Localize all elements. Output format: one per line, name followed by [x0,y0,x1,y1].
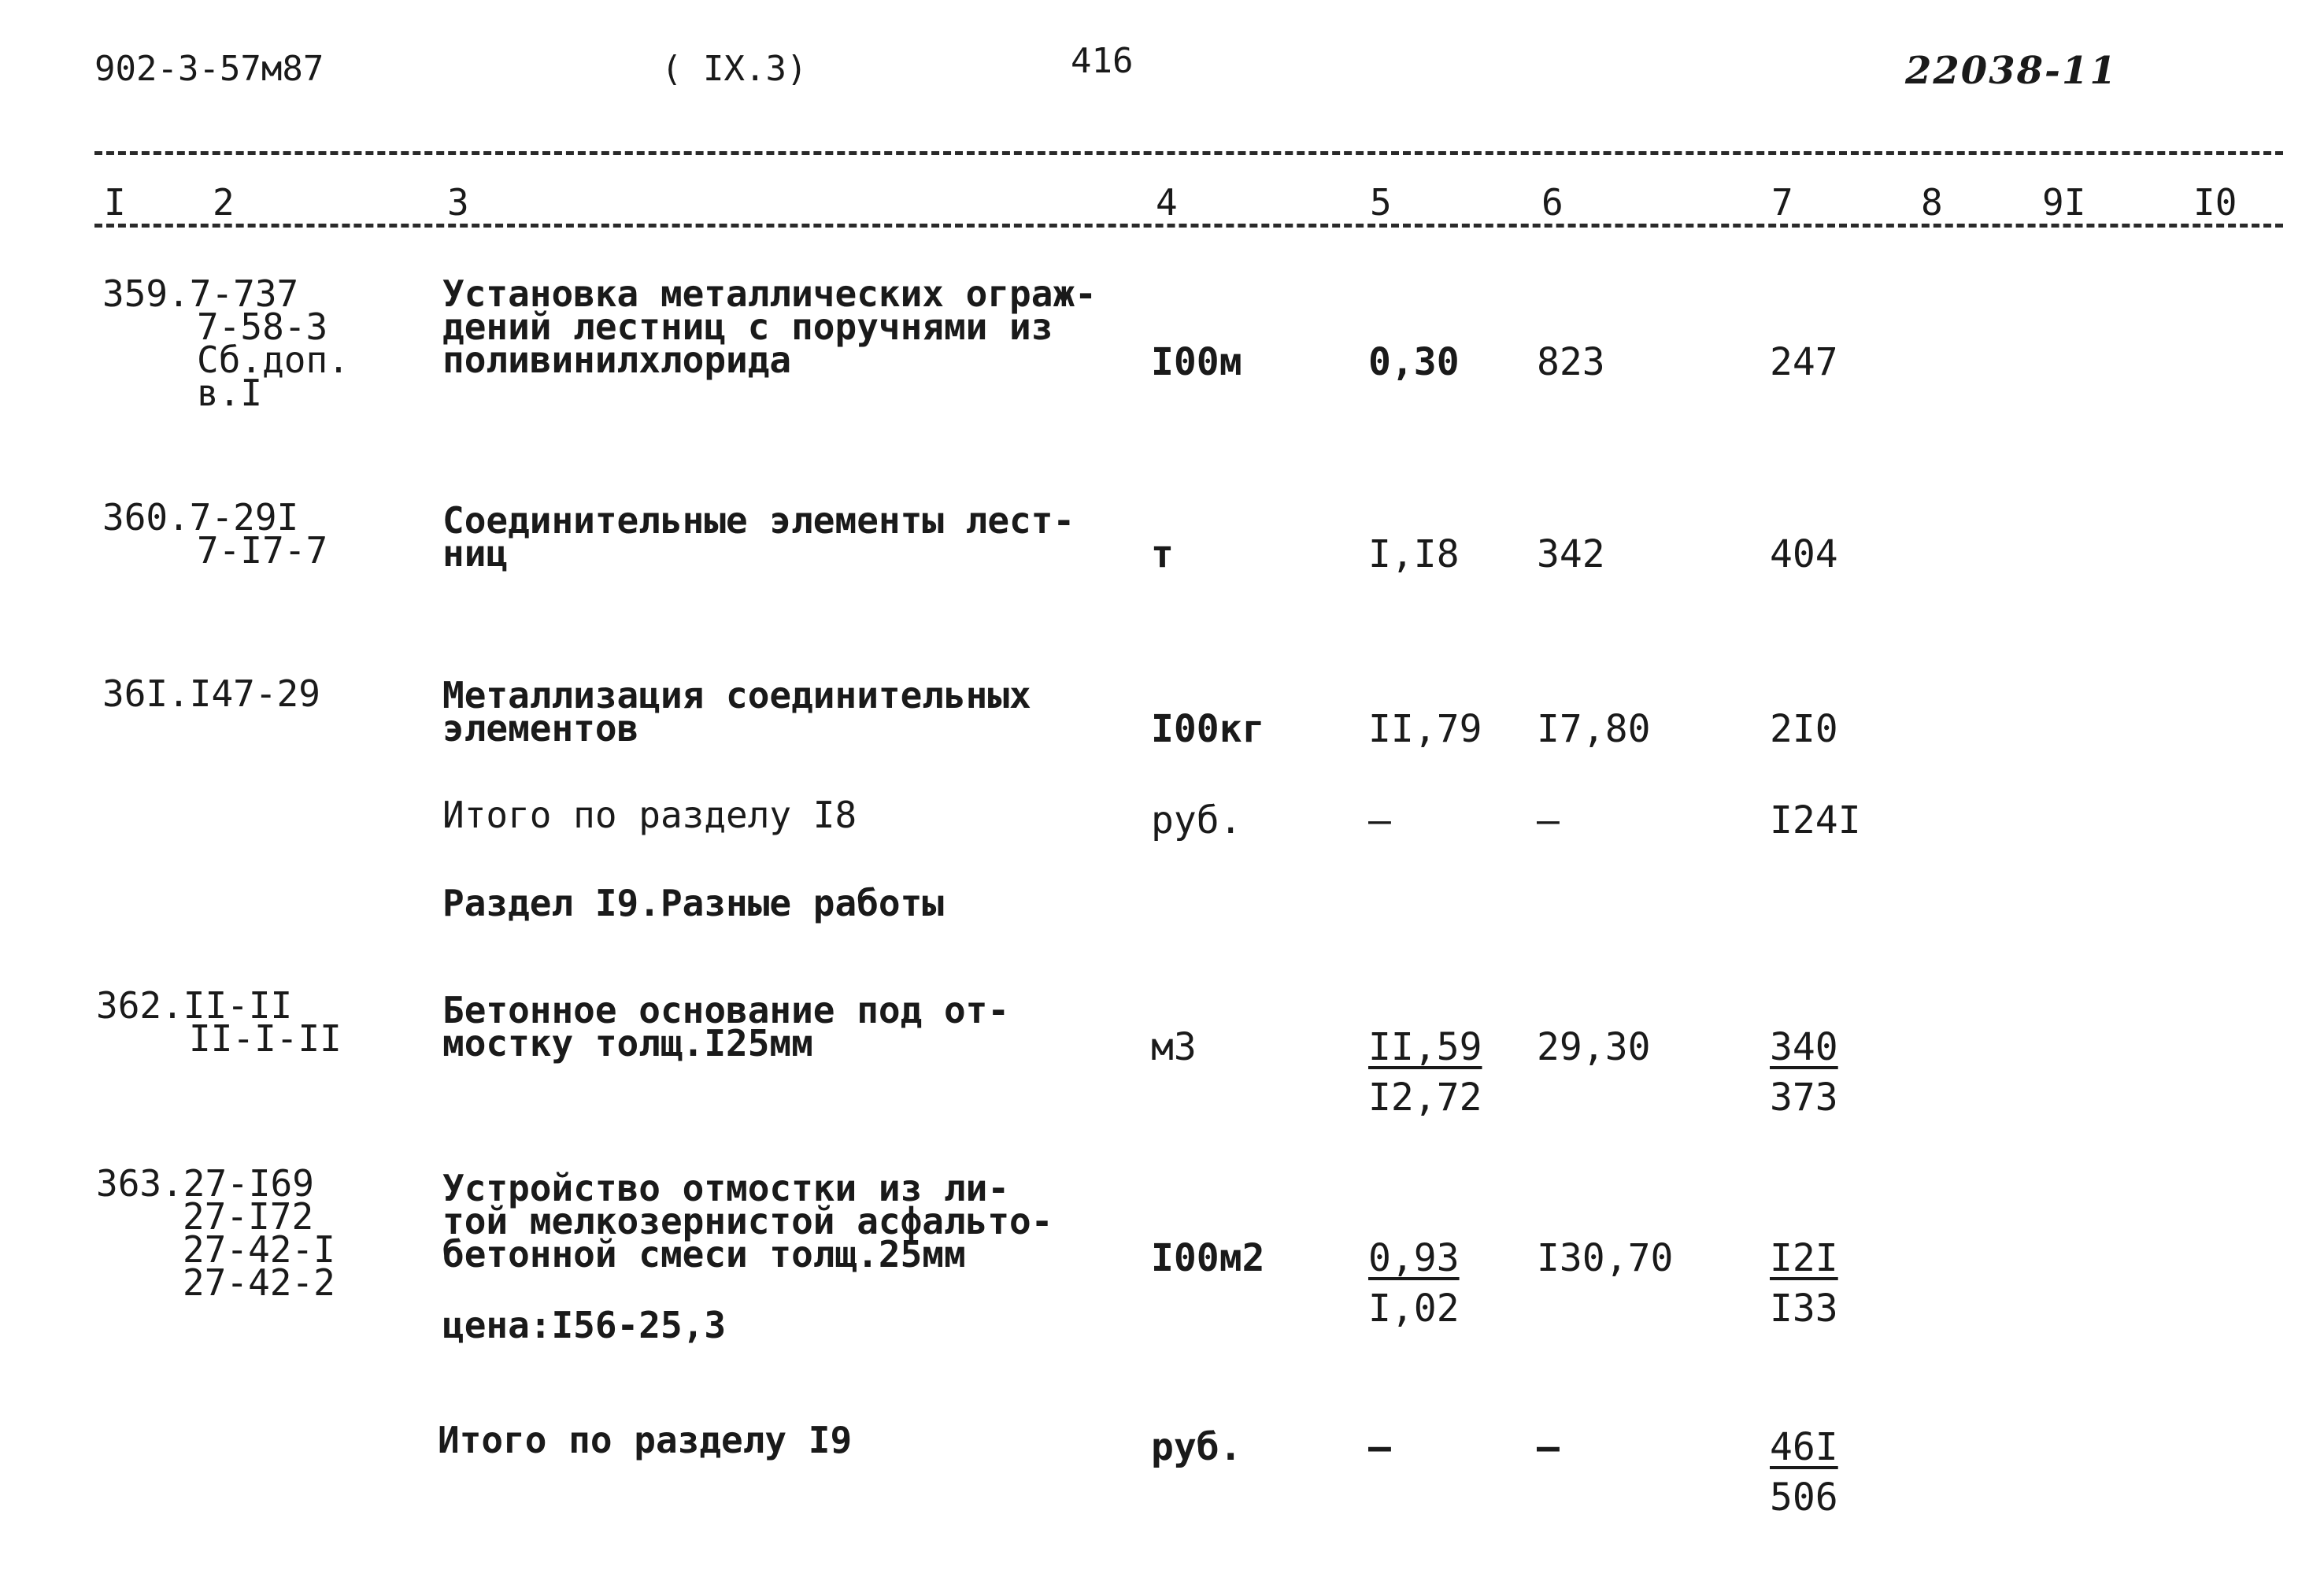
norm-code: Сб.доп. [197,339,350,381]
unit-of-measure: I00м [1151,340,1242,384]
norm-code: 27-I72 [183,1195,314,1238]
column-header-4: 4 [1156,181,1178,224]
unit-of-measure: т [1151,532,1174,576]
column-header-9: 9I [2042,181,2086,224]
total-cost: I24I [1770,798,1861,842]
row-number-code: 359.7-737 [102,272,299,315]
header-rule-bottom [94,224,2283,228]
header-rule-top [94,151,2283,155]
unit-price: 823 [1537,340,1605,384]
quantity: – [1368,1425,1391,1469]
column-header-1: I [104,181,126,224]
row-number-code: 362.II-II [96,984,293,1027]
section-reference: ( IX.3) [661,49,808,89]
total-cost: I2I [1770,1236,1838,1280]
norm-code: 27-42-2 [183,1261,335,1304]
norm-code: в.I [197,372,263,414]
total-cost: 340 [1770,1025,1838,1069]
work-description: дений лестниц с поручнями из [442,305,1053,348]
quantity-adjusted: I,02 [1368,1287,1460,1331]
work-description: элементов [442,707,639,750]
unit-of-measure: I00м2 [1151,1236,1265,1280]
price-note: цена:I56-25,3 [442,1304,727,1346]
quantity: 0,30 [1368,340,1460,384]
quantity-adjusted: I2,72 [1368,1076,1482,1120]
work-description: ниц [442,532,509,575]
column-header-7: 7 [1771,181,1793,224]
total-cost-adjusted: 506 [1770,1475,1838,1520]
work-description: той мелкозернистой асфальто- [442,1200,1053,1242]
work-description: поливинилхлорида [442,339,792,381]
archive-number: 22038-11 [1905,49,2118,93]
unit-of-measure: I00кг [1151,707,1265,751]
unit-of-measure: руб. [1151,798,1242,842]
norm-code: II-I-II [189,1017,342,1060]
unit-price: – [1537,798,1560,842]
page-number: 416 [1071,41,1134,81]
work-description: мостку толщ.I25мм [442,1022,813,1064]
total-cost: 46I [1770,1425,1838,1469]
work-description: Металлизация соединительных [442,674,1031,716]
total-cost: 247 [1770,340,1838,384]
quantity: II,79 [1368,707,1482,751]
work-description: Соединительные элементы лест- [442,499,1075,542]
norm-code: 7-I7-7 [197,529,328,572]
total-cost: 404 [1770,532,1838,576]
work-description: Бетонное основание под от- [442,989,1010,1031]
work-description: Устройство отмостки из ли- [442,1167,1010,1209]
row-number-code: 360.7-29I [102,496,299,539]
quantity: 0,93 [1368,1236,1460,1280]
unit-price: 342 [1537,532,1605,576]
norm-code: 7-58-3 [197,305,328,348]
document-code: 902-3-57м87 [94,49,324,89]
column-header-2: 2 [213,181,235,224]
unit-price: – [1537,1425,1560,1469]
subtotal-label: Итого по разделу I8 [442,794,857,836]
quantity: II,59 [1368,1025,1482,1069]
total-cost-adjusted: 373 [1770,1076,1838,1120]
section-heading: Раздел I9.Разные работы [442,882,944,924]
subtotal-label: Итого по разделу I9 [438,1419,853,1461]
unit-of-measure: руб. [1151,1425,1242,1469]
work-description: бетонной смеси толщ.25мм [442,1233,966,1276]
norm-code: 27-42-I [183,1228,335,1271]
unit-price: 29,30 [1537,1025,1651,1069]
work-description: Установка металлических ограж- [442,272,1097,315]
column-header-5: 5 [1370,181,1392,224]
total-cost-adjusted: I33 [1770,1287,1838,1331]
column-header-10: I0 [2193,181,2237,224]
quantity: I,I8 [1368,532,1460,576]
quantity: – [1368,798,1391,842]
row-number-code: 36I.I47-29 [102,672,320,715]
unit-of-measure: м3 [1151,1025,1197,1069]
total-cost: 2I0 [1770,707,1838,751]
unit-price: I30,70 [1537,1236,1674,1280]
row-number-code: 363.27-I69 [96,1162,314,1205]
column-header-8: 8 [1921,181,1943,224]
column-header-6: 6 [1541,181,1564,224]
column-header-3: 3 [447,181,469,224]
unit-price: I7,80 [1537,707,1651,751]
